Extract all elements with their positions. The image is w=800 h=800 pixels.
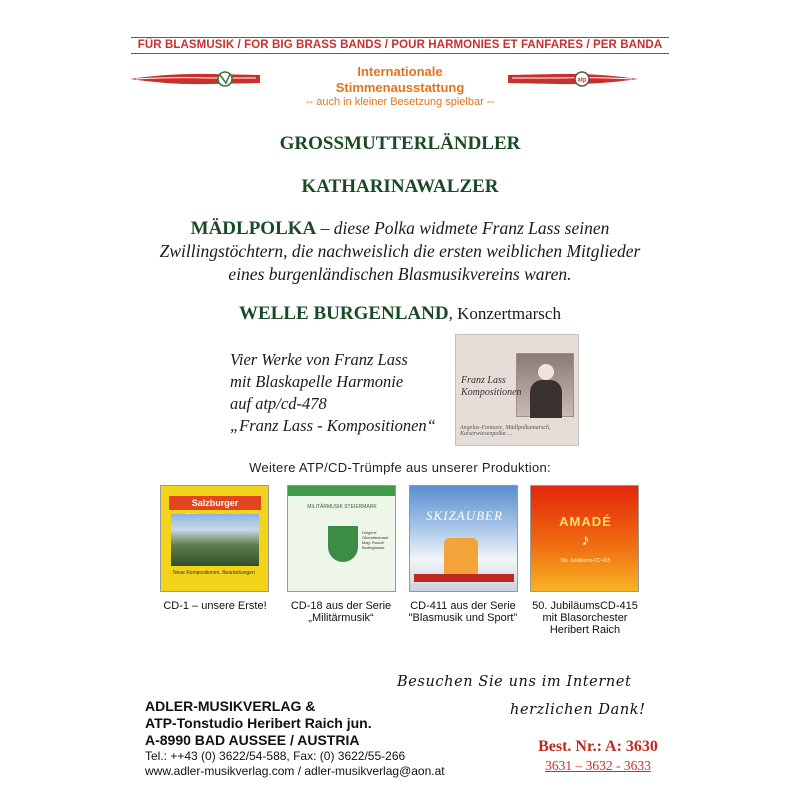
feature-line-1: Vier Werke von Franz Lass [230, 350, 408, 369]
cd-411-caption-1: CD-411 aus der Serie [410, 600, 516, 612]
order-number-block [518, 737, 678, 775]
cd-18-cover-title: MILITÄRMUSIK STEIERMARK [307, 504, 377, 510]
visit-website-text[interactable]: Besuchen Sie uns im Internet [397, 674, 632, 690]
skier-figure [444, 538, 478, 578]
cd-1-caption [150, 600, 280, 612]
cd-415-caption-2: mit Blasorchester [542, 612, 628, 624]
madlpolka-desc-2: Zwillingstöchtern, die nachweislich die ersten weiblichen Mitglieder [159, 241, 641, 261]
intro-line-2: Stimmenausstattung [335, 80, 465, 95]
madlpolka-block [0, 217, 800, 286]
cd-1-cover[interactable] [160, 485, 269, 592]
cd-415-caption [520, 600, 650, 636]
publisher-name: ADLER-MUSIKVERLAG & [145, 698, 316, 714]
cd-18-top-bar [288, 486, 396, 496]
cd-415-cover-foot: Die Jubiläums-CD 415 [560, 558, 611, 564]
order-number: Best. Nr.: A: 3630 [538, 738, 658, 755]
intro-line-1: Internationale [357, 64, 443, 79]
madlpolka-desc-3: eines burgenländischen Blasmusikvereins waren. [228, 264, 572, 284]
cd-411-caption [398, 600, 528, 624]
intro-line-3: -- auch in kleiner Besetzung spielbar -- [305, 96, 495, 108]
madlpolka-title: MÄDLPOLKA [190, 218, 317, 239]
cd-411-caption-2: "Blasmusik und Sport" [408, 612, 518, 624]
welle-block [0, 303, 800, 325]
thanks-text: herzlichen Dank! [510, 702, 646, 718]
svg-text:atp: atp [577, 77, 587, 84]
portrait-body [530, 380, 562, 418]
web-email-link[interactable]: www.adler-musikverlag.com / adler-musikverlag@aon.at [145, 764, 445, 778]
phone-fax: Tel.: ++43 (0) 3622/54-588, Fax: (0) 3622/55-266 [145, 749, 406, 763]
banner-text: FÜR BLASMUSIK / FOR BIG BRASS BANDS / POUR HARMONIES ET FANFARES / PER BANDA [137, 39, 663, 51]
feature-line-4: „Franz Lass - Kompositionen“ [230, 416, 436, 435]
cd-18-cover-foot: Dirigent: Oberstleutnant Mag. Rudolf Bodingbauer [362, 530, 389, 550]
cd-1-landscape-image [171, 514, 259, 566]
music-note-icon: ♪ [581, 532, 590, 549]
cd-18-caption [276, 600, 406, 624]
welle-subtitle: , Konzertmarsch [448, 304, 561, 323]
address: A-8990 BAD AUSSEE / AUSTRIA [145, 732, 360, 748]
studio-name: ATP-Tonstudio Heribert Raich jun. [145, 715, 372, 731]
title-grossmutterlaendler: GROSSMUTTERLÄNDLER [279, 133, 521, 154]
banner-rule-bottom [131, 53, 669, 54]
welle-title: WELLE BURGENLAND [239, 303, 449, 324]
banner-rule-top [131, 37, 669, 38]
crest-icon [328, 526, 358, 562]
more-cds-heading: Weitere ATP/CD-Trümpfe aus unserer Produktion: [249, 460, 551, 475]
order-numbers-more: 3631 – 3632 - 3633 [545, 758, 651, 773]
cd-1-caption-1: CD-1 – unsere Erste! [163, 600, 267, 612]
madlpolka-desc-1: – diese Polka widmete Franz Lass seinen [316, 218, 610, 238]
cd-478-cover-title: Franz Lass Kompositionen [461, 375, 522, 398]
cd-18-cover[interactable] [287, 485, 396, 592]
cd-478-cover[interactable] [455, 334, 579, 446]
cd-1-cover-foot: Neue Kompositionen, Bearbeitungen [173, 570, 255, 576]
cd-478-cover-subtitle: Angelus-Fantasie, Mädlpolkamarsch, Kaiserwiesenpolka … [460, 425, 551, 437]
cd-415-cover-title: AMADÉ [559, 514, 612, 529]
feature-line-3: auf atp/cd-478 [230, 394, 327, 413]
feature-line-2: mit Blaskapelle Harmonie [230, 372, 404, 391]
cd-415-caption-3: Heribert Raich [549, 624, 621, 636]
portrait-head [538, 364, 554, 380]
cd-415-caption-1: 50. JubiläumsCD-415 [532, 600, 638, 612]
cd-18-caption-2: „Militärmusik“ [308, 612, 374, 624]
title-katharinawalzer: KATHARINAWALZER [301, 176, 499, 197]
feature-text [230, 349, 436, 437]
cd-411-red-strip [414, 574, 514, 582]
cd-415-cover[interactable] [530, 485, 639, 592]
cd-18-caption-1: CD-18 aus der Serie [290, 600, 392, 612]
cd-411-cover-title: SKIZAUBER [426, 508, 503, 523]
cd-411-cover[interactable] [409, 485, 518, 592]
left-wing-logo-icon [130, 71, 260, 87]
publisher-block [145, 698, 445, 779]
cd-1-cover-title: Salzburger [169, 496, 261, 510]
intro-block [270, 64, 530, 109]
